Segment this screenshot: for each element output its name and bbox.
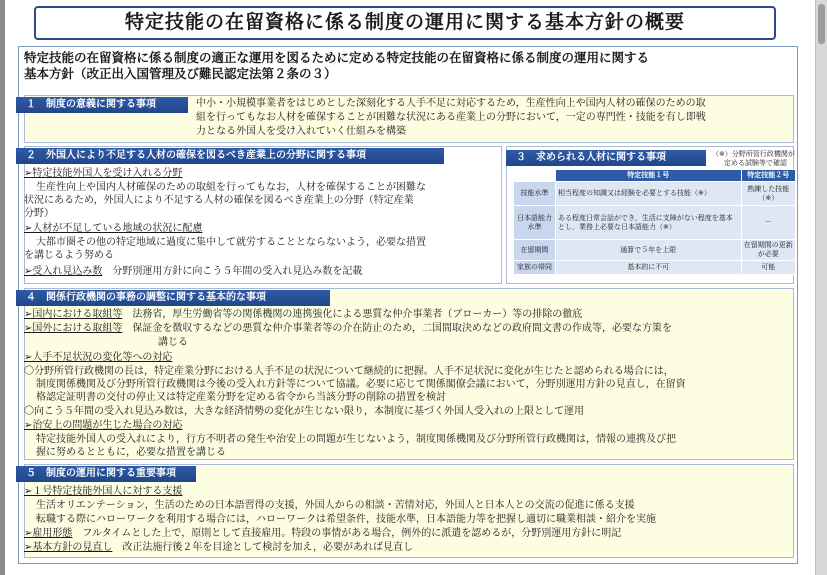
subtitle-line: 基本方針（改正出入国管理及び難民認定法第２条の３）: [24, 66, 337, 81]
row-label: 日本語能力水準: [514, 206, 556, 240]
section-5-text: フルタイムとした上で，原則として直接雇用。特段の事情がある場合，例外的に派遣を認めるが，分野別運用方針に明記: [82, 528, 622, 539]
section-2-heading: ➢受入れ見込み数: [24, 266, 103, 277]
section-5-header: ５ 制度の運用に関する重要事項: [16, 466, 196, 482]
table-cell: 相当程度の知識又は経験を必要とする技能（※）: [556, 182, 742, 206]
row-label: 技能水準: [514, 182, 556, 206]
section-2-text: 生産性向上や国内人材確保のための取組を行ってもなお，人材を確保することが困難な: [36, 182, 426, 193]
section-5-text: 改正法施行後２年を目途として検討を加え，必要があれば見直し: [122, 542, 413, 553]
section-5-row: [24, 527, 621, 540]
section-2-row: [24, 265, 362, 278]
section-5-text: 転職する際にハローワークを利用する場合には，ハローワークは希望条件，技能水準，日本語能力等を把握し適切に職業相談・紹介を実施: [36, 514, 656, 525]
section-4-header: ４ 関係行政機関の事務の調整に関する基本的な事項: [16, 290, 330, 306]
requirements-table: [513, 169, 796, 275]
section-4-text: 保証金を徴収するなどの悪質な仲介事業者等の介在防止のため，二国間取決めなどの政府間文書の作成等，必要な方策を: [132, 323, 672, 334]
section-2-text: 分野）: [24, 208, 54, 219]
scrollbar[interactable]: [815, 0, 827, 575]
section-3-note: （※）分野所管行政機関が: [712, 150, 795, 158]
section-5-heading: ➢雇用形態: [24, 528, 73, 539]
table-cell: 熟練した技能（※）: [741, 182, 795, 206]
section-4-text: 法務省，厚生労働省等の関係機関の連携強化による悪質な仲介事業者（ブローカー）等の排除の徹底: [132, 309, 583, 320]
section-2-text: 大都市圏その他の特定地域に過度に集中して就労することとならないよう，必要な措置: [36, 237, 426, 248]
column-header: 特定技能２号: [741, 170, 795, 182]
table-cell: ある程度日常会話ができ，生活に支障がない程度を基本とし，業務上必要な日本語能力（※）: [556, 206, 742, 240]
section-4-text: 特定技能外国人の受入れにより，行方不明者の発生や治安上の問題が生じないよう，制度関係機関及び分野所管行政機関は，情報の連携及び把: [36, 434, 676, 445]
subtitle-line: 特定技能の在留資格に係る制度の適正な運用を図るために定める特定技能の在留資格に係る制度の運用に関する: [24, 50, 650, 65]
section-3-note: 定める試験等で確認: [724, 159, 787, 167]
table-cell: 在留期間の更新が必要: [741, 240, 795, 261]
table-cell: 基本的に不可: [556, 261, 742, 275]
table-cell: －: [741, 206, 795, 240]
section-1-text: 組を行ってもなお人材を確保することが困難な状況にある産業上の分野において，一定の専門性・技能を有し即戦: [196, 112, 706, 123]
section-4-text: 制度関係機関及び分野所管行政機関は今後の受入れ方針等について協議。必要に応じて関係閣僚会議において，分野別運用方針の見直し，在留資: [36, 379, 686, 390]
section-5-heading: ➢１号特定技能外国人に対する支援: [24, 486, 183, 497]
section-4-heading: ➢治安上の問題が生じた場合の対応: [24, 420, 183, 431]
section-1-text: 力となる外国人を受け入れていく仕組みを構築: [196, 126, 406, 137]
table-cell: 通算で５年を上限: [556, 240, 742, 261]
section-2-text: 状況にあるため，外国人により不足する人材の確保を図るべき産業上の分野（特定産業: [24, 195, 414, 206]
section-4-text: 講じる: [158, 337, 188, 348]
section-2-heading: ➢特定技能外国人を受け入れる分野: [24, 168, 183, 179]
section-4-heading: ➢国外における取組等: [24, 323, 123, 334]
section-5-text: 生活オリエンテーション，生活のための日本語習得の支援，外国人からの相談・苦情対応，外国人と日本人との交流の促進に係る支援: [36, 500, 635, 511]
section-4-text: 握に努めるとともに，必要な措置を講じる: [36, 447, 226, 458]
section-4-text: 〇分野所管行政機関の長は，特定産業分野における人手不足の状況について継続的に把握。人手不足状況に変化が生じたと認められる場合には，: [24, 366, 674, 377]
section-2-text: を講じるよう努める: [24, 250, 114, 261]
table-cell: 可能: [741, 261, 795, 275]
subtitle: [24, 50, 794, 82]
column-header: 特定技能１号: [556, 170, 742, 182]
page-title: 特定技能の在留資格に係る制度の運用に関する基本方針の概要: [34, 6, 776, 40]
section-5-heading: ➢基本方針の見直し: [24, 542, 113, 553]
section-1-header: １ 制度の意義に関する事項: [16, 97, 188, 113]
row-label: 在留期間: [514, 240, 556, 261]
scrollbar-thumb[interactable]: [818, 4, 825, 44]
section-2-heading: ➢人材が不足している地域の状況に配慮: [24, 223, 203, 234]
section-1-text: 中小・小規模事業者をはじめとした深刻化する人手不足に対応するため，生産性向上や国内人材の確保のための取: [196, 98, 706, 109]
section-4-row: [24, 322, 672, 335]
section-2-header: ２ 外国人により不足する人材の確保を図るべき産業上の分野に関する事項: [16, 148, 444, 164]
section-2-text: 分野別運用方針に向こう５年間の受入れ見込み数を記載: [112, 266, 363, 277]
section-4-text: 格認定証明書の交付の停止又は特定産業分野を定める省令から当該分野の削除の措置を検討: [36, 392, 446, 403]
section-4-heading: ➢人手不足状況の変化等への対応: [24, 352, 173, 363]
section-3-header: ３ 求められる人材に関する事項: [506, 150, 706, 166]
section-4-heading: ➢国内における取組等: [24, 309, 123, 320]
section-5-row: [24, 541, 413, 554]
section-4-text: 〇向こう５年間の受入れ見込み数は，大きな経済情勢の変化が生じない限り，本制度に基づく外国人受入れの上限として運用: [24, 406, 584, 417]
section-4-row: [24, 308, 582, 321]
row-label: 家族の帯同: [514, 261, 556, 275]
